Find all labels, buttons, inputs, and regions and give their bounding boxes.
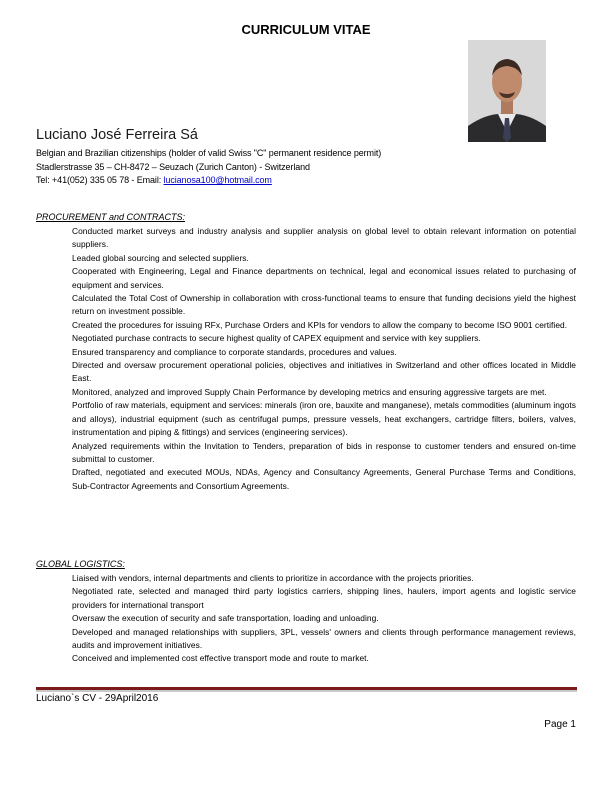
bullet-icon (55, 333, 64, 344)
person-name: Luciano José Ferreira Sá (36, 127, 198, 143)
list-item-text: Cooperated with Engineering, Legal and Finance departments on technical, legal and economical issues related to purchasing of equipment and services. (72, 266, 576, 290)
address-line: Stadlerstrasse 35 – CH-8472 – Seuzach (Zurich Canton) - Switzerland (36, 161, 310, 172)
list-item (36, 466, 576, 493)
list-item (36, 652, 576, 665)
bullet-icon (55, 347, 64, 358)
bullet-icon (55, 387, 64, 398)
list-item (36, 572, 576, 585)
bullet-icon (55, 293, 64, 304)
footer-divider (36, 687, 577, 690)
list-item (36, 386, 576, 399)
list-item (36, 265, 576, 292)
list-item-text: Ensured transparency and compliance to corporate standards, procedures and values. (72, 346, 397, 357)
list-item-text: Portfolio of raw materials, equipment and services: minerals (iron ore, bauxite and manganese), metals commodities (aluminum ingots and alloys), industrial equipment (such as centrifugal pumps, pressure vessels, heat exchangers, cartridge filters, boilers, valves, instrumentation and piping & fittings) and services (engineering services). (72, 400, 576, 438)
list-item (36, 292, 576, 319)
list-item (36, 626, 576, 653)
logistics-list (36, 572, 576, 666)
list-item-text: Created the procedures for issuing RFx, Purchase Orders and KPIs for vendors to allow the company to become ISO 9001 certified. (72, 319, 568, 330)
list-item (36, 359, 576, 386)
bullet-icon (55, 226, 64, 237)
list-item (36, 346, 576, 359)
list-item-text: Leaded global sourcing and selected suppliers. (72, 252, 249, 263)
list-item (36, 319, 576, 332)
bullet-icon (55, 266, 64, 277)
list-item-text: Developed and managed relationships with suppliers, 3PL, vessels' owners and clients through performance management reviews, audits and improvement initiatives. (72, 626, 576, 651)
bullet-icon (55, 360, 64, 371)
bullet-icon (55, 573, 64, 584)
contact-info (36, 147, 381, 188)
procurement-list (36, 225, 576, 493)
list-item (36, 252, 576, 265)
contact-line (36, 174, 381, 188)
profile-photo (468, 40, 546, 142)
list-item-text: Monitored, analyzed and improved Supply Chain Performance by developing metrics and ensuring aggressive targets are met. (72, 386, 547, 397)
list-item (36, 440, 576, 467)
bullet-icon (55, 467, 64, 478)
footer-text: Luciano`s CV - 29April2016 (36, 693, 159, 704)
bullet-icon (55, 320, 64, 331)
list-item-text: Analyzed requirements within the Invitation to Tenders, preparation of bids in response to customer tenders and ensured on-time submittal to customer. (72, 440, 576, 464)
citizenship-line: Belgian and Brazilian citizenships (holder of valid Swiss "C" permanent residence permit) (36, 148, 382, 158)
list-item-text: Drafted, negotiated and executed MOUs, NDAs, Agency and Consultancy Agreements, General Purchase Terms and Conditions, Sub-Contractor Agreements and Consortium Agreements. (72, 467, 576, 491)
phone-label: Tel: +41(052) 335 05 78 - Email: (36, 175, 164, 185)
list-item (36, 399, 576, 439)
list-item-text: Negotiated rate, selected and managed third party logistics carriers, shipping lines, haulers, import agents and logistic service providers for international transport (72, 586, 576, 610)
bullet-icon (55, 653, 64, 664)
bullet-icon (55, 586, 64, 597)
procurement-heading: PROCUREMENT and CONTRACTS: (36, 212, 186, 222)
page-number: Page 1 (544, 719, 576, 730)
bullet-icon (55, 613, 64, 624)
document-title: CURRICULUM VITAE (241, 22, 371, 37)
list-item-text: Calculated the Total Cost of Ownership in collaboration with cross-functional teams to ensure that funding decisions yield the highest return on investment possible. (72, 293, 576, 317)
bullet-icon (55, 627, 64, 638)
bullet-icon (55, 253, 64, 264)
list-item-text: Conceived and implemented cost effective transport mode and route to market. (72, 653, 369, 664)
list-item (36, 612, 576, 625)
list-item-text: Conducted market surveys and industry analysis and supplier analysis on global level to obtain relevant information on potential suppliers. (72, 226, 576, 250)
list-item (36, 332, 576, 345)
bullet-icon (55, 441, 64, 452)
logistics-heading: GLOBAL LOGISTICS: (36, 559, 125, 569)
list-item-text: Directed and oversaw procurement operational policies, objectives and initiatives in Switzerland and other offices located in Middle East. (72, 360, 576, 384)
list-item-text: Oversaw the execution of security and safe transportation, loading and unloading. (72, 613, 379, 624)
list-item-text: Liaised with vendors, internal departments and clients to prioritize in accordance with the projects priorities. (72, 573, 474, 583)
bullet-icon (55, 400, 64, 411)
list-item-text: Negotiated purchase contracts to secure highest quality of CAPEX equipment and service with key suppliers. (72, 333, 481, 344)
list-item (36, 585, 576, 612)
list-item (36, 225, 576, 252)
email-link[interactable]: lucianosa100@hotmail.com (163, 175, 272, 185)
